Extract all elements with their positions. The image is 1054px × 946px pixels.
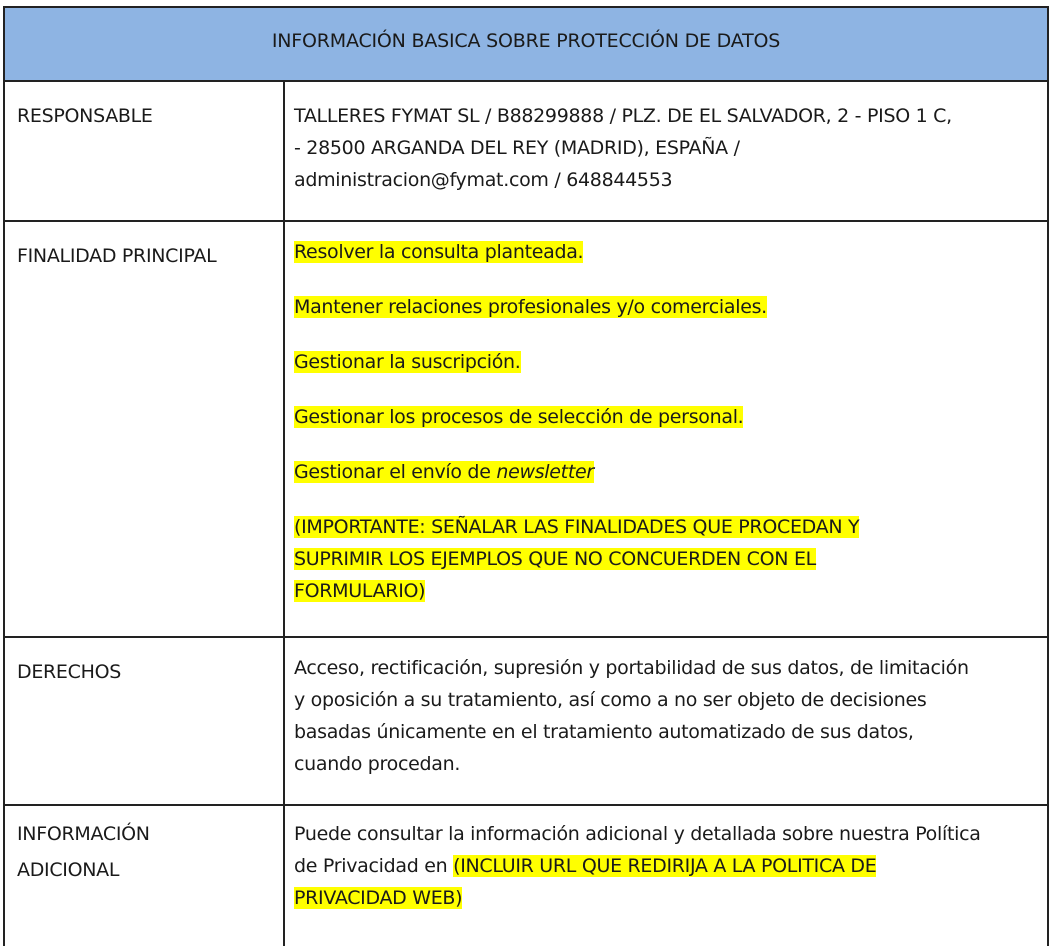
label-informacion-adicional: INFORMACIÓN ADICIONAL <box>5 806 285 946</box>
label-responsable: RESPONSABLE <box>5 82 285 220</box>
row-derechos <box>5 638 1047 806</box>
row-responsable <box>5 82 1047 222</box>
informacion-line-3: PRIVACIDAD WEB) <box>294 887 463 909</box>
finalidad-item: Gestionar la suscripción. <box>294 351 521 373</box>
label-finalidad: FINALIDAD PRINCIPAL <box>5 222 285 636</box>
derechos-line-2: y oposición a su tratamiento, así como a no ser objeto de decisiones <box>294 689 927 711</box>
finalidad-item: Mantener relaciones profesionales y/o comerciales. <box>294 296 767 318</box>
table-title: INFORMACIÓN BASICA SOBRE PROTECCIÓN DE DATOS <box>271 30 781 52</box>
informacion-line-2: de Privacidad en (INCLUIR URL QUE REDIRIJA A LA POLITICA DE <box>294 855 877 877</box>
label-derechos: DERECHOS <box>5 638 285 804</box>
content-finalidad <box>285 222 1047 636</box>
finalidad-item: Gestionar los procesos de selección de personal. <box>294 406 744 428</box>
derechos-line-3: basadas únicamente en el tratamiento automatizado de sus datos, <box>294 721 914 743</box>
url-placeholder: (INCLUIR URL QUE REDIRIJA A LA POLITICA DE <box>453 855 877 877</box>
finalidad-important-note: (IMPORTANTE: SEÑALAR LAS FINALIDADES QUE PROCEDAN Y SUPRIMIR LOS EJEMPLOS QUE NO CONCUERDEN CON EL FORMULARIO) <box>294 516 860 602</box>
responsable-line-2: - 28500 ARGANDA DEL REY (MADRID), ESPAÑA / <box>294 137 740 159</box>
finalidad-item-newsletter: Gestionar el envío de newsletter <box>294 461 594 483</box>
derechos-line-4: cuando procedan. <box>294 753 461 775</box>
table-header <box>5 8 1047 82</box>
row-informacion-adicional <box>5 806 1047 946</box>
content-responsable <box>285 82 1047 220</box>
derechos-line-1: Acceso, rectificación, supresión y portabilidad de sus datos, de limitación <box>294 657 969 679</box>
content-derechos <box>285 638 1047 804</box>
responsable-line-3: administracion@fymat.com / 648844553 <box>294 169 673 191</box>
data-protection-table <box>3 6 1049 946</box>
informacion-line-1: Puede consultar la información adicional y detallada sobre nuestra Política <box>294 823 981 845</box>
finalidad-item: Resolver la consulta planteada. <box>294 241 584 263</box>
content-informacion-adicional <box>285 806 1047 946</box>
row-finalidad <box>5 222 1047 638</box>
responsable-line-1: TALLERES FYMAT SL / B88299888 / PLZ. DE EL SALVADOR, 2 - PISO 1 C, <box>294 105 952 127</box>
